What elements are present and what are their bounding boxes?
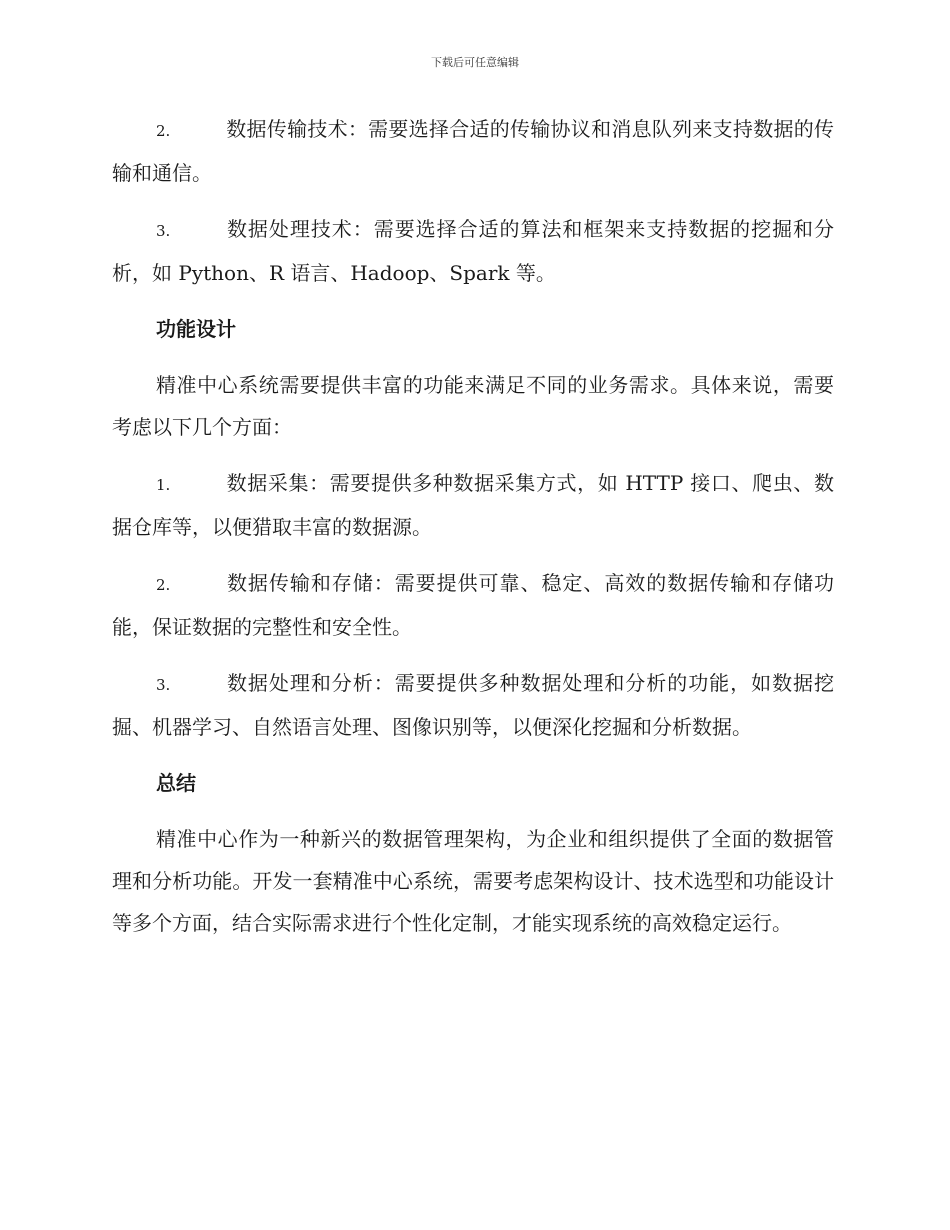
list-item-text: 数据处理技术：需要选择合适的算法和框架来支持数据的挖掘和分析，如 Python、R 语言、Hadoop、Spark 等。	[112, 217, 834, 285]
paragraph-function-design: 精准中心系统需要提供丰富的功能来满足不同的业务需求。具体来说，需要考虑以下几个方面：	[112, 373, 834, 439]
document-body	[112, 108, 834, 958]
list-number: 2.	[156, 122, 171, 140]
list-item-data-transfer-tech	[112, 108, 834, 194]
list-item-text: 数据传输技术：需要选择合适的传输协议和消息队列来支持数据的传输和通信。	[112, 117, 834, 185]
list-number: 3.	[156, 222, 171, 240]
list-item-data-transfer-storage	[112, 562, 834, 648]
list-item-data-collection	[112, 462, 834, 548]
list-item-text: 数据处理和分析：需要提供多种数据处理和分析的功能，如数据挖掘、机器学习、自然语言处理、图像识别等，以便深化挖掘和分析数据。	[112, 671, 834, 739]
list-item-data-processing-tech	[112, 208, 834, 294]
section-heading-function-design: 功能设计	[156, 317, 236, 341]
list-item-data-processing-analysis	[112, 662, 834, 748]
paragraph-summary: 精准中心作为一种新兴的数据管理架构，为企业和组织提供了全面的数据管理和分析功能。开发一套精准中心系统，需要考虑架构设计、技术选型和功能设计等多个方面，结合实际需求进行个性化定制，才能实现系统的高效稳定运行。	[112, 827, 834, 935]
list-item-text: 数据传输和存储：需要提供可靠、稳定、高效的数据传输和存储功能，保证数据的完整性和安全性。	[112, 571, 834, 639]
list-number: 1.	[156, 476, 171, 494]
list-number: 2.	[156, 576, 171, 594]
page-header: 下载后可任意编辑	[431, 56, 519, 69]
list-item-text: 数据采集：需要提供多种数据采集方式，如 HTTP 接口、爬虫、数据仓库等，以便猎取丰富的数据源。	[112, 471, 834, 539]
list-number: 3.	[156, 676, 171, 694]
section-heading-summary: 总结	[156, 771, 196, 795]
